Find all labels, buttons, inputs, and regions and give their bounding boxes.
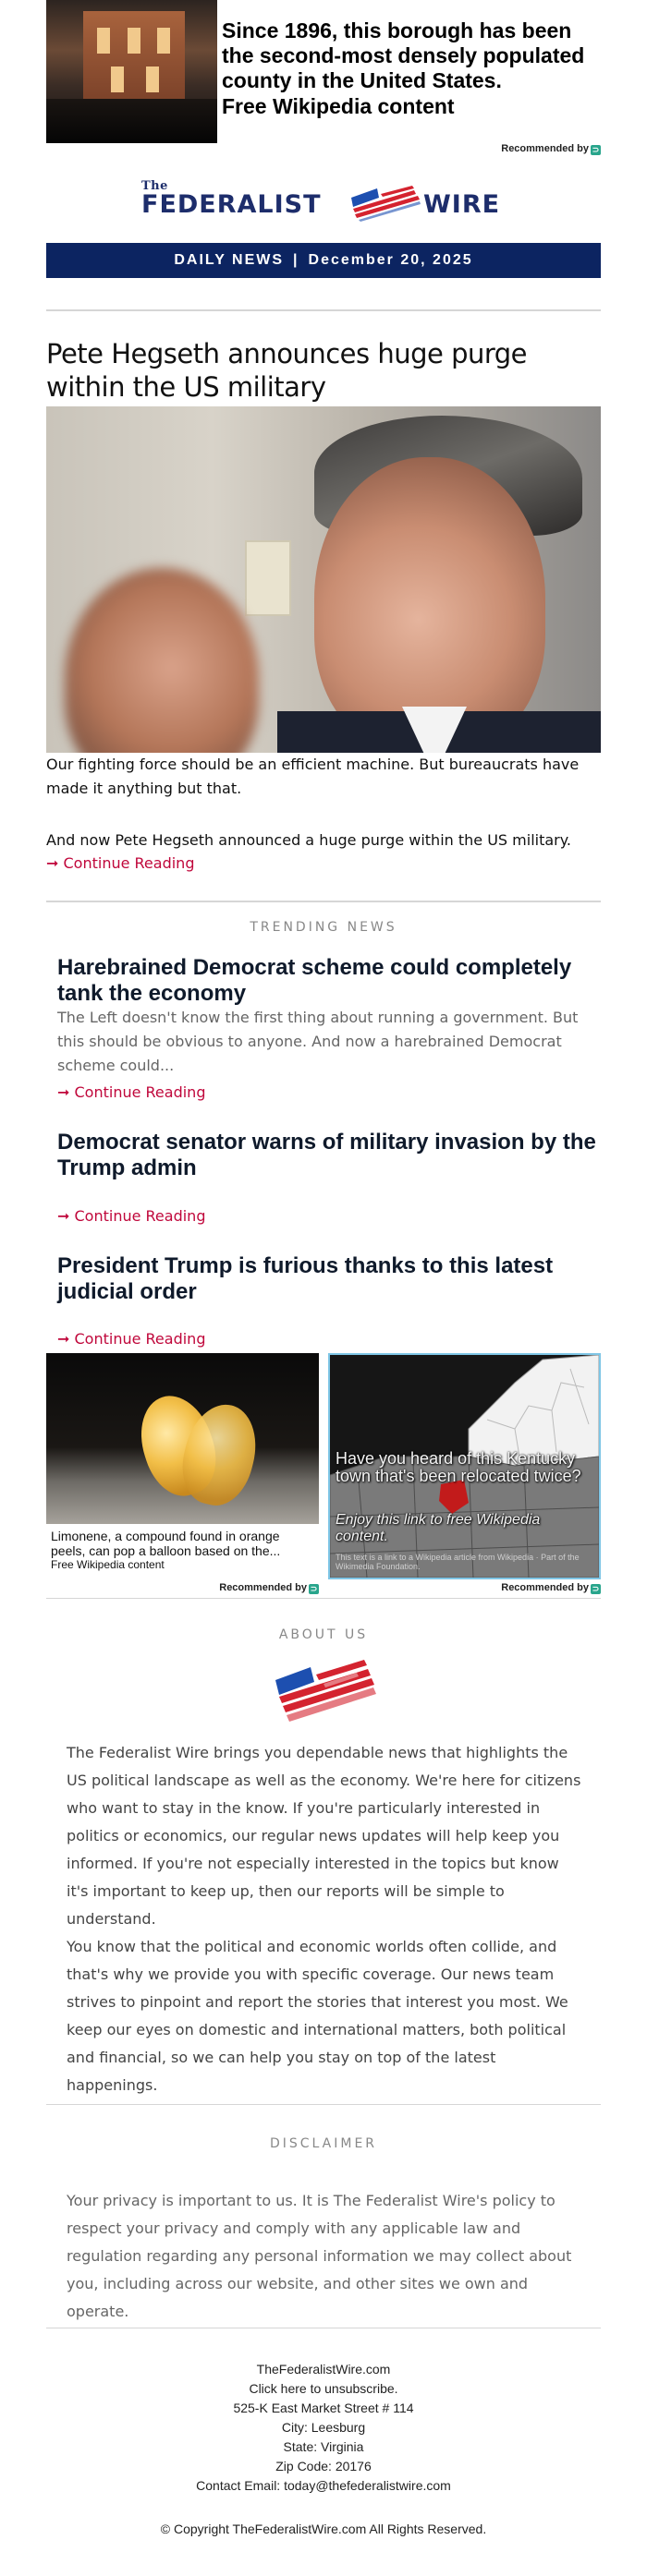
flag-icon bbox=[349, 185, 421, 222]
background-person bbox=[65, 568, 259, 753]
footer-site[interactable]: TheFederalistWire.com bbox=[256, 2362, 391, 2376]
footer-contact-email[interactable]: Contact Email: today@thefederalistwire.com bbox=[196, 2478, 451, 2493]
ad-source: Free Wikipedia content bbox=[51, 1558, 165, 1571]
ad-image-balloon[interactable] bbox=[46, 1353, 319, 1524]
recommender-logo-icon: ⊃ bbox=[592, 1584, 600, 1593]
trending-title[interactable]: Harebrained Democrat scheme could completely tank the economy bbox=[57, 955, 572, 1006]
sponsored-ad-card[interactable] bbox=[328, 1353, 601, 1579]
top-sponsored-ad[interactable] bbox=[46, 0, 601, 143]
footer-state: State: Virginia bbox=[283, 2439, 364, 2454]
trending-title[interactable]: President Trump is furious thanks to this latest judicial order bbox=[57, 1253, 554, 1304]
disclaimer-text: Your privacy is important to us. It is The Federalist Wire's policy to respect your privacy and comply with any applicable law and regulation regarding any personal information we may collect about you, including across our website, and other sites we own and operate. bbox=[67, 2192, 572, 2320]
building-facade bbox=[83, 11, 185, 99]
main-article-image[interactable] bbox=[46, 406, 601, 753]
daily-news-bar bbox=[46, 243, 601, 278]
ad-source[interactable]: Free Wikipedia content bbox=[222, 94, 455, 118]
daily-news-date: December 20, 2025 bbox=[308, 252, 473, 268]
trending-continue-reading-link[interactable]: ➞ Continue Reading bbox=[57, 1083, 206, 1101]
main-article-paragraph: Our fighting force should be an efficient machine. But bureaucrats have made it anything but that. bbox=[46, 756, 580, 797]
ad-caption[interactable]: Have you heard of this Kentucky town that's been relocated twice? bbox=[336, 1449, 581, 1485]
main-article-title[interactable]: Pete Hegseth announces huge purge within the US military bbox=[46, 338, 528, 403]
logo-the: The bbox=[141, 179, 168, 193]
light-switch bbox=[245, 540, 291, 616]
ad-caption[interactable]: Limonene, a compound found in orange peels, can pop a balloon based on the... bbox=[51, 1529, 281, 1558]
trending-continue-reading-link[interactable]: ➞ Continue Reading bbox=[57, 1207, 206, 1225]
recommended-label: Recommended by bbox=[501, 1582, 589, 1593]
daily-news-label: DAILY NEWS bbox=[174, 252, 285, 268]
footer-zip: Zip Code: 20176 bbox=[275, 2459, 372, 2473]
trending-news-heading: TRENDING NEWS bbox=[250, 920, 397, 935]
divider bbox=[46, 2104, 601, 2105]
window bbox=[157, 28, 170, 54]
divider bbox=[46, 309, 601, 311]
ad-subcaption: Enjoy this link to free Wikipedia content. bbox=[336, 1512, 541, 1544]
divider bbox=[46, 1598, 601, 1599]
recommended-label: Recommended by bbox=[219, 1582, 307, 1593]
recommender-logo-icon: ⊃ bbox=[592, 145, 600, 154]
about-paragraph: The Federalist Wire brings you dependable news that highlights the US political landscape as well as the economy. We're here for citizens who want to stay in the know. If you're particularly interested in politics or economics, our regular news updates will help keep you informed. If you're not especially interested in the topics but know it's important to keep up, then our reports will be simple to understand. bbox=[67, 1744, 581, 1928]
logo-name-right: WIRE bbox=[423, 190, 501, 219]
window bbox=[146, 67, 159, 92]
window bbox=[111, 67, 124, 92]
brand-logo[interactable] bbox=[46, 175, 601, 229]
window bbox=[97, 28, 110, 54]
recommended-by[interactable] bbox=[46, 1582, 319, 1594]
recommended-by[interactable] bbox=[501, 143, 601, 155]
trending-continue-reading-link[interactable]: ➞ Continue Reading bbox=[57, 1330, 206, 1348]
main-continue-reading-link[interactable]: ➞ Continue Reading bbox=[46, 854, 195, 872]
newsletter bbox=[46, 0, 601, 2536]
daily-news-separator: | bbox=[293, 252, 299, 268]
divider bbox=[46, 901, 601, 902]
recommended-label: Recommended by bbox=[501, 143, 589, 154]
flag-logo-icon bbox=[268, 1658, 379, 1732]
about-paragraph: You know that the political and economic worlds often collide, and that's why we provide you with specific coverage. Our news team strives to pinpoint and report the stories that interest you most. We keep our eyes on domestic and international matters, both political and financial, so we can help you stay on top of the latest happenings. bbox=[67, 1938, 568, 2094]
copyright: © Copyright TheFederalistWire.com All Rights Reserved. bbox=[160, 2522, 487, 2536]
footer bbox=[46, 2360, 601, 2496]
street bbox=[46, 99, 217, 143]
main-article-paragraph: And now Pete Hegseth announced a huge purge within the US military. bbox=[46, 831, 572, 849]
logo-name-left: FEDERALIST bbox=[141, 190, 322, 219]
about-us-heading: ABOUT US bbox=[278, 1627, 369, 1642]
disclaimer-heading: DISCLAIMER bbox=[269, 2136, 378, 2151]
trending-summary: The Left doesn't know the first thing about running a government. But this should be obvious to anyone. And now a harebrained Democrat scheme could... bbox=[57, 1009, 579, 1074]
footer-city: City: Leesburg bbox=[281, 2420, 366, 2435]
window bbox=[128, 28, 140, 54]
ad-fine-print: This text is a link to a Wikipedia article from Wikipedia · Part of the Wikimedia Foundation. bbox=[336, 1553, 580, 1571]
unsubscribe-link[interactable]: Click here to unsubscribe. bbox=[249, 2381, 398, 2396]
recommended-by[interactable] bbox=[328, 1582, 601, 1594]
ad-thumbnail-building[interactable] bbox=[46, 0, 217, 143]
sponsored-ad-card[interactable] bbox=[46, 1353, 319, 1579]
recommender-logo-icon: ⊃ bbox=[310, 1584, 318, 1593]
ad-headline[interactable]: Since 1896, this borough has been the second-most densely populated county in the United States. bbox=[222, 18, 585, 92]
trending-title[interactable]: Democrat senator warns of military invasion by the Trump admin bbox=[57, 1130, 596, 1180]
footer-address: 525-K East Market Street # 114 bbox=[233, 2401, 414, 2415]
